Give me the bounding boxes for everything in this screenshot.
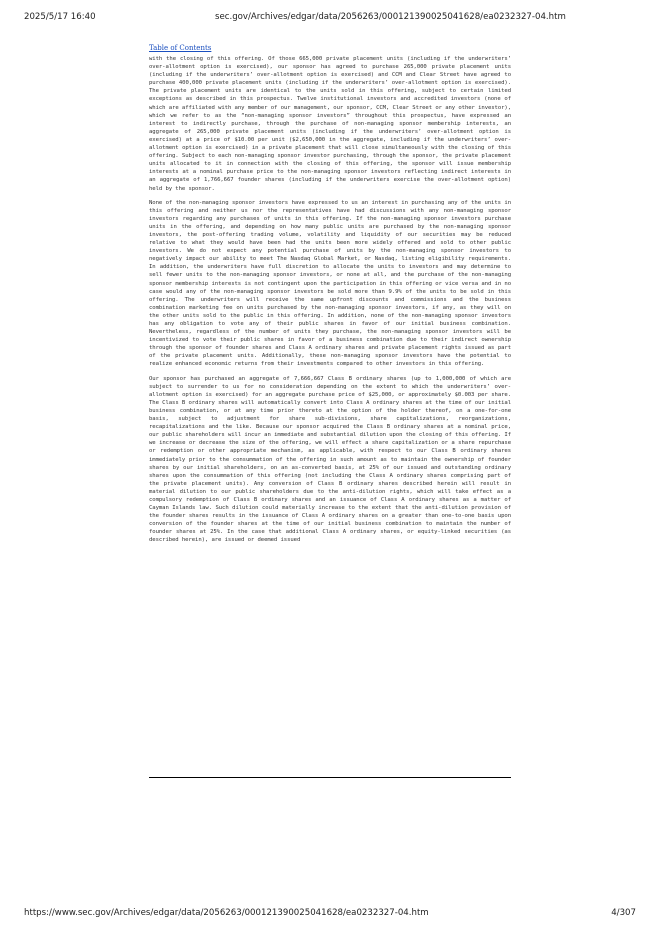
paragraph-founder-shares: Our sponsor has purchased an aggregate of 7,666,667 Class B ordinary shares (up to 1,000,000 of which are subject to surrender to us for no consideration depending on the extent to which the underwriters’ over-allotment option is exercised) for an aggregate purchase price of $25,000, or approximately $0.003 per share. The Class B ordinary shares will automatically convert into Class A ordinary shares at the time of our initial business combination, or at any time prior thereto at the option of the holder thereof, on a one-for-one basis, subject to adjustment for share sub-divisions, share capitalizations, reorganizations, recapitalizations and the like. Because our sponsor acquired the Class B ordinary shares at a nominal price, our public shareholders will incur an immediate and substantial dilution upon the closing of this offering. If we increase or decrease the size of the offering, we will effect a share capitalization or a share repurchase or redemption or other appropriate mechanism, as applicable, with respect to our Class B ordinary shares immediately prior to the consummation of the offering in such amount as to maintain the ownership of founder shares by our initial shareholders, on an as-converted basis, at 25% of our issued and outstanding ordinary shares upon the consummation of this offering (not including the Class A ordinary shares comprising part of the private placement units). Any conversion of Class B ordinary shares described herein will result in material dilution to our public shareholders due to the anti-dilution rights, which will take effect as a compulsory redemption of Class B ordinary shares and an issuance of Class A ordinary shares as a matter of Cayman Islands law. Such dilution could materially increase to the extent that the anti-dilution provision of the founder shares results in the issuance of Class A ordinary shares on a greater than one-to-one basis upon conversion of the founder shares at the time of our initial business combination to maintain the number of founder shares at 25%. In the case that additional Class A ordinary shares, or equity-linked securities (as described herein), are issued or deemed issued — [149, 375, 511, 544]
print-header — [0, 12, 662, 26]
print-page-number: 4/307 — [611, 908, 636, 918]
paragraph-non-managing-investors: None of the non-managing sponsor investors have expressed to us an interest in purchasing any of the units in this offering and neither us nor the representatives have had discussions with any non-managing sponsor investors regarding any purchases of units in this offering. If the non-managing sponsor investors purchase units in the offering, and depending on how many public units are purchased by the non-managing sponsor investors, the post-offering trading volume, volatility and liquidity of our securities may be reduced relative to what they would have been had the units been more widely offered and sold to other public investors. We do not expect any potential purchase of units by the non-managing sponsor investors to negatively impact our ability to meet The Nasdaq Global Market, or Nasdaq, listing eligibility requirements. In addition, the underwriters have full discretion to allocate the units to investors and may determine to sell fewer units to the non-managing sponsor investors, or none at all, and the purchase of the non-managing sponsor membership interests is not contingent upon the participation in this offering or vice versa and in no case would any of the non-managing sponsor investors be sold more than 9.9% of the units to be sold in this offering. The underwriters will receive the same upfront discounts and commissions and the business combination marketing fee on units purchased by the non-managing sponsor investors, if any, as they will on the other units sold to the public in this offering. In addition, none of the non-managing sponsor investors has any obligation to vote any of their public shares in favor of our initial business combination. Nevertheless, regardless of the number of units they purchase, the non-managing sponsor investors will be incentivized to vote their public shares in favor of a business combination due to their indirect ownership through the sponsor of founder shares and Class A ordinary shares and private placement rights issued as part of the private placement units. Additionally, these non-managing sponsor investors have the potential to realize enhanced economic returns from their investments compared to other investors in this offering. — [149, 199, 511, 368]
print-page-title: sec.gov/Archives/edgar/data/2056263/000121390025041628/ea0232327-04.htm — [215, 12, 566, 22]
page-divider — [149, 777, 511, 778]
document-body — [149, 35, 511, 551]
paragraph-private-placement: with the closing of this offering. Of those 665,000 private placement units (including if the underwriters’ over-allotment option is exercised), our sponsor has agreed to purchase 265,000 private placement units (including if the underwriters’ over-allotment option is exercised) and CCM and Clear Street have agreed to purchase 400,000 private placement units (including if the underwriters’ over-allotment option is exercised). The private placement units are identical to the units sold in this offering, subject to certain limited exceptions as described in this prospectus. Twelve institutional investors and accredited investors (none of which are affiliated with any member of our management, our sponsor, CCM, Clear Street or any other investor), which we refer to as the “non-managing sponsor investors” throughout this prospectus, have expressed an interest to indirectly purchase, through the purchase of non-managing sponsor membership interests, an aggregate of 265,000 private placement units (including if the underwriters’ over-allotment option is exercised) at a price of $10.00 per unit ($2,650,000 in the aggregate, including if the underwriters’ over-allotment option is exercised) in a private placement that will close simultaneously with the closing of this offering. Subject to each non-managing sponsor investor purchasing, through the sponsor, the private placement units allocated to it in connection with the closing of this offering, the sponsor will issue membership interests at a nominal purchase price to the non-managing sponsor investors reflecting indirect interests in an aggregate of 1,766,667 founder shares (including if the underwriters exercise the over-allotment option) held by the sponsor. — [149, 56, 511, 192]
table-of-contents-link[interactable]: Table of Contents — [149, 44, 212, 52]
print-url: https://www.sec.gov/Archives/edgar/data/2056263/000121390025041628/ea0232327-04.htm — [24, 908, 429, 918]
print-footer — [0, 908, 662, 922]
print-datetime: 2025/5/17 16:40 — [24, 12, 96, 22]
